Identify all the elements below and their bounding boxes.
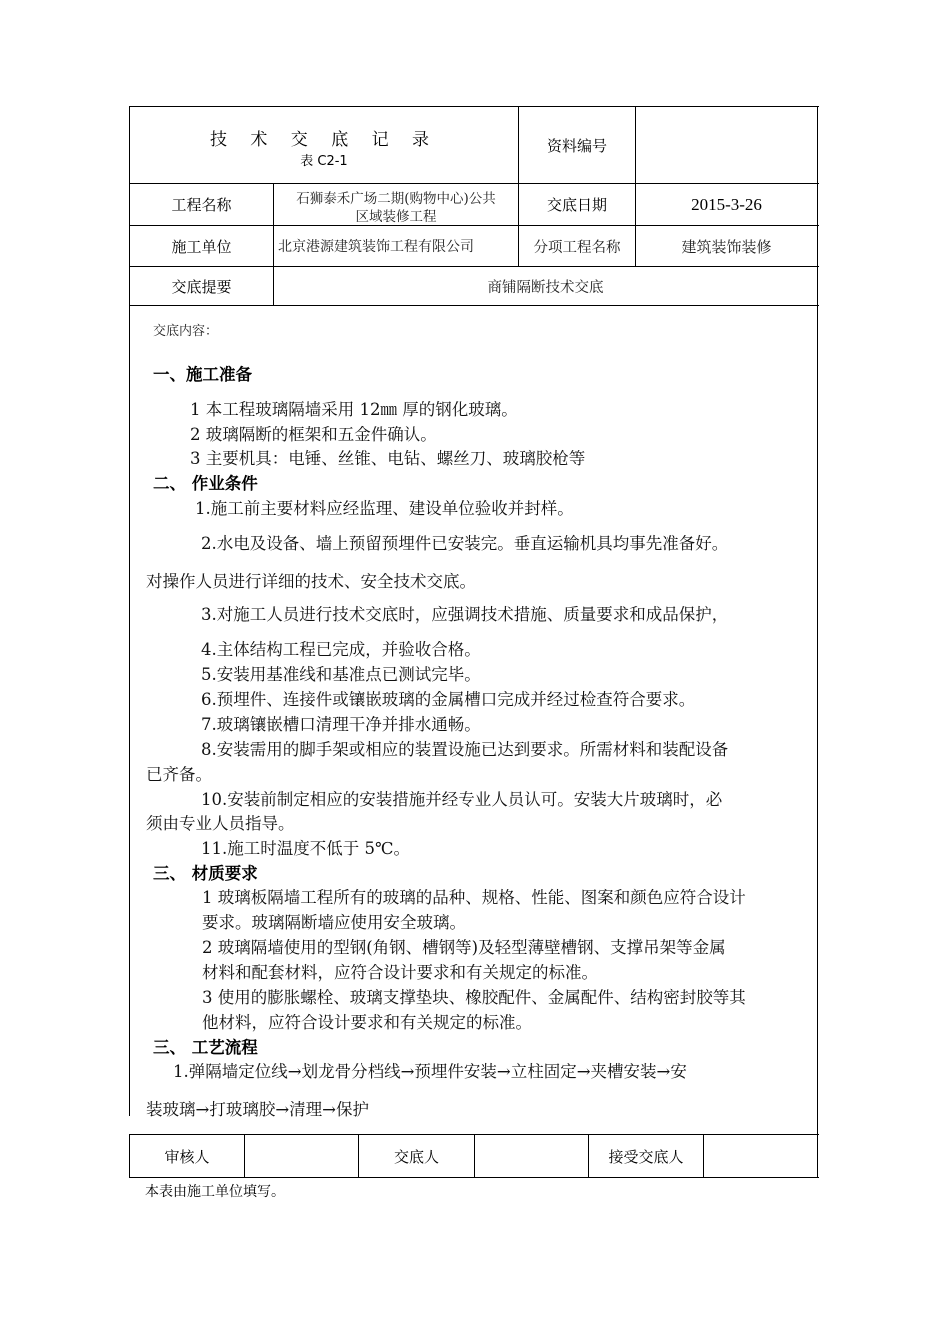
sec3-line: 3 使用的膨胀螺栓、玻璃支撑垫块、橡胶配件、金属配件、结构密封胶等其 bbox=[202, 988, 746, 1007]
section-3-title: 三、 材质要求 bbox=[153, 864, 258, 883]
project-value-line-1: 石狮泰禾广场二期(购物中心)公共 bbox=[296, 191, 496, 207]
doc-no-label: 资料编号 bbox=[546, 136, 607, 155]
sec2-line: 7.玻璃镶嵌槽口清理干净并排水通畅。 bbox=[201, 715, 481, 734]
doc-no-value[interactable] bbox=[636, 107, 817, 183]
subitem-value[interactable]: 建筑装饰装修 bbox=[681, 237, 772, 256]
sec2-line: 须由专业人员指导。 bbox=[146, 814, 295, 833]
sec3-line: 2 玻璃隔墙使用的型钢(角钢、槽钢等)及轻型薄壁槽钢、支撑吊架等金属 bbox=[202, 938, 726, 957]
section-1-title: 一、施工准备 bbox=[153, 365, 252, 384]
sec1-item: 2 玻璃隔断的框架和五金件确认。 bbox=[190, 425, 437, 444]
discloser-label: 交底人 bbox=[393, 1147, 439, 1166]
sec3-line: 1 玻璃板隔墙工程所有的玻璃的品种、规格、性能、图案和颜色应符合设计 bbox=[202, 888, 746, 907]
sec2-line: 11.施工时温度不低于 5℃。 bbox=[201, 839, 410, 858]
footer-note: 本表由施工单位填写。 bbox=[145, 1184, 285, 1200]
sec1-item: 3 主要机具：电锤、丝锥、电钻、螺丝刀、玻璃胶枪等 bbox=[190, 449, 586, 468]
sign-right-border bbox=[817, 1134, 818, 1178]
sec2-line: 3.对施工人员进行技术交底时，应强调技术措施、质量要求和成品保护， bbox=[201, 605, 729, 624]
project-value[interactable] bbox=[274, 184, 518, 225]
sec4-line: 1.弹隔墙定位线→划龙骨分档线→预埋件安装→立柱固定→夹槽安装→安 bbox=[173, 1062, 687, 1081]
sec2-line: 8.安装需用的脚手架或相应的装置设施已达到要求。所需材料和装配设备 bbox=[201, 740, 729, 759]
form-number: 表 C2-1 bbox=[300, 154, 348, 169]
sec2-line: 4.主体结构工程已完成，并验收合格。 bbox=[201, 640, 481, 659]
unit-value[interactable]: 北京港源建筑装饰工程有限公司 bbox=[278, 239, 474, 255]
sec4-line: 装玻璃→打玻璃胶→清理→保护 bbox=[146, 1100, 369, 1119]
form-title: 技 术 交 底 记 录 bbox=[209, 130, 439, 150]
subitem-label: 分项工程名称 bbox=[533, 239, 621, 256]
discloser-value[interactable] bbox=[475, 1135, 588, 1177]
row-divider-4 bbox=[129, 305, 819, 306]
project-label: 工程名称 bbox=[171, 196, 232, 214]
summary-label: 交底提要 bbox=[171, 277, 232, 296]
project-value-line-2: 区域装修工程 bbox=[355, 209, 437, 225]
header-title-cell bbox=[130, 107, 518, 183]
reviewer-value[interactable] bbox=[245, 1135, 358, 1177]
sec3-line: 材料和配套材料，应符合设计要求和有关规定的标准。 bbox=[202, 963, 598, 982]
sec2-line: 已齐备。 bbox=[146, 765, 212, 784]
sec1-item: 1 本工程玻璃隔墙采用 12㎜ 厚的钢化玻璃。 bbox=[190, 400, 518, 419]
sec2-line: 1.施工前主要材料应经监理、建设单位验收并封样。 bbox=[195, 499, 574, 518]
table-right-border bbox=[817, 106, 818, 1134]
summary-value[interactable]: 商铺隔断技术交底 bbox=[487, 279, 604, 296]
section-2-title: 二、 作业条件 bbox=[153, 474, 258, 493]
sec3-line: 他材料，应符合设计要求和有关规定的标准。 bbox=[202, 1013, 532, 1032]
reviewer-label: 审核人 bbox=[164, 1147, 210, 1166]
unit-label: 施工单位 bbox=[171, 237, 232, 256]
sec2-line: 2.水电及设备、墙上预留预埋件已安装完。垂直运输机具均事先准备好。 bbox=[201, 534, 729, 553]
section-4-title: 三、 工艺流程 bbox=[153, 1038, 258, 1057]
receiver-value[interactable] bbox=[704, 1135, 817, 1177]
date-label: 交底日期 bbox=[546, 196, 607, 214]
sec2-line: 10.安装前制定相应的安装措施并经专业人员认可。安装大片玻璃时，必 bbox=[201, 790, 723, 809]
sec3-line: 要求。玻璃隔断墙应使用安全玻璃。 bbox=[202, 913, 466, 932]
sec2-line: 6.预埋件、连接件或镶嵌玻璃的金属槽口完成并经过检查符合要求。 bbox=[201, 690, 696, 709]
content-intro: 交底内容： bbox=[153, 324, 219, 339]
sec2-line: 5.安装用基准线和基准点已测试完毕。 bbox=[201, 665, 481, 684]
receiver-label: 接受交底人 bbox=[608, 1147, 684, 1166]
sec2-line: 对操作人员进行详细的技术、安全技术交底。 bbox=[146, 572, 476, 591]
date-value[interactable]: 2015-3-26 bbox=[691, 194, 762, 214]
